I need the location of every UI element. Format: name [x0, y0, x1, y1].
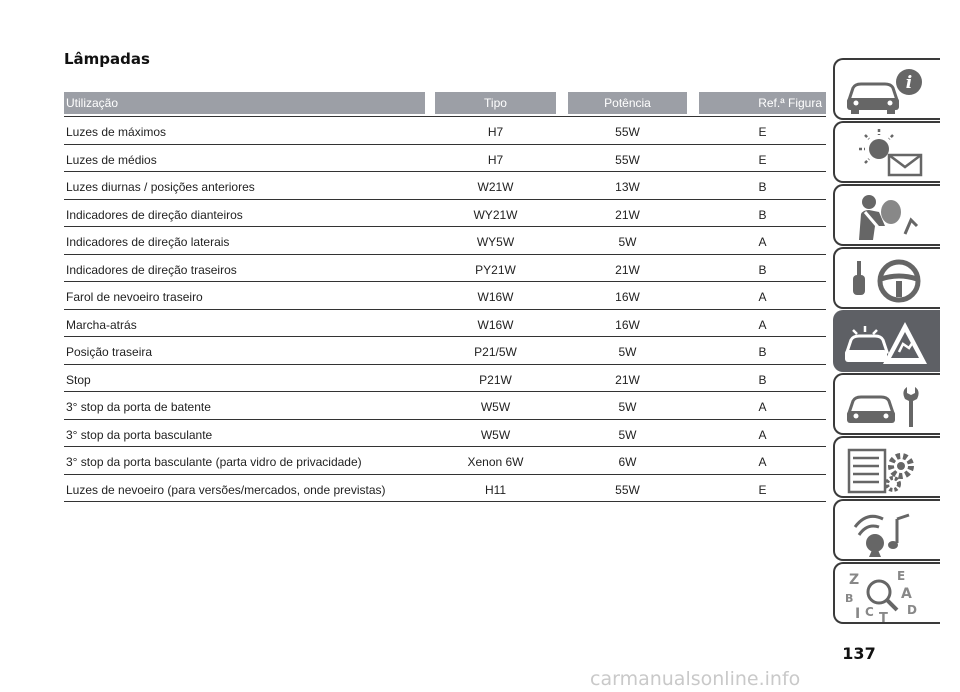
index-letter: E: [897, 569, 906, 583]
cell-type: W16W: [477, 290, 514, 304]
cell-figure-ref: B: [758, 345, 767, 359]
table-row: [64, 420, 826, 448]
page-number: 137: [842, 644, 876, 663]
cell-power: 55W: [615, 152, 640, 167]
tab-maintenance[interactable]: [833, 373, 940, 435]
header-type: Tipo: [435, 92, 556, 114]
index-letter: C: [865, 605, 874, 619]
cell-type: W5W: [480, 400, 511, 414]
svg-text:i: i: [905, 73, 913, 93]
cell-type: P21W: [479, 372, 512, 387]
index-letter: A: [901, 586, 912, 602]
cell-figure-ref: A: [758, 400, 767, 414]
cell-power: 5W: [618, 400, 637, 414]
cell-usage: Luzes de médios: [66, 152, 157, 167]
cell-power: 55W: [615, 125, 640, 139]
table-row: [64, 282, 826, 310]
cell-type: WY5W: [476, 235, 515, 249]
cell-usage: 3° stop da porta de batente: [66, 400, 211, 414]
cell-figure-ref: A: [758, 317, 767, 332]
alphabetical-index-icon: [845, 568, 931, 622]
watermark: carmanualsonline.info: [590, 668, 801, 690]
cell-power: 55W: [615, 482, 640, 497]
car-breakdown-warning-icon: [845, 316, 931, 370]
table-row: [64, 447, 826, 475]
table-row: [64, 227, 826, 255]
table-row: [64, 392, 826, 420]
technical-data-gear-icon: [845, 442, 931, 496]
cell-usage: Luzes de máximos: [66, 125, 167, 139]
table-row: [64, 200, 826, 228]
cell-type: H11: [484, 482, 507, 497]
table-row: [64, 310, 826, 338]
cell-type: WY21W: [473, 207, 518, 222]
cell-figure-ref: A: [758, 427, 767, 442]
cell-usage: Indicadores de direção traseiros: [66, 262, 237, 277]
table-row: [64, 117, 826, 145]
cell-power: 16W: [615, 290, 640, 304]
cell-figure-ref: A: [758, 455, 767, 469]
index-letter: T: [879, 611, 888, 622]
cell-type: PY21W: [475, 262, 516, 277]
key-steering-wheel-icon: [845, 253, 931, 307]
table-body: [64, 117, 826, 502]
table-row: [64, 145, 826, 173]
index-letter: B: [845, 592, 854, 605]
cell-power: 16W: [615, 317, 640, 332]
cell-type: H7: [487, 125, 504, 139]
table-row: [64, 255, 826, 283]
cell-figure-ref: B: [758, 372, 767, 387]
multimedia-music-icon: [845, 505, 931, 559]
cell-usage: Posição traseira: [66, 345, 153, 359]
index-letter: I: [855, 606, 861, 622]
cell-figure-ref: E: [758, 482, 767, 497]
cell-figure-ref: E: [758, 152, 767, 167]
table-row: [64, 475, 826, 503]
cell-usage: Indicadores de direção laterais: [66, 235, 230, 249]
cell-power: 21W: [615, 372, 640, 387]
cell-power: 21W: [615, 207, 640, 222]
tab-technical-data[interactable]: [833, 436, 940, 498]
cell-type: W21W: [477, 180, 514, 194]
tab-safety[interactable]: [833, 184, 940, 246]
index-letter: D: [907, 603, 917, 617]
cell-type: Xenon 6W: [467, 455, 524, 469]
cell-usage: Marcha-atrás: [66, 317, 137, 332]
cell-usage: 3° stop da porta basculante: [66, 427, 213, 442]
tab-emergency[interactable]: [833, 310, 940, 372]
tab-starting-driving[interactable]: [833, 247, 940, 309]
bulb-table: [64, 92, 826, 502]
seat-airbag-safety-icon: [845, 190, 931, 244]
cell-type: W16W: [477, 317, 514, 332]
warning-lights-message-icon: [845, 127, 931, 181]
table-header: [64, 92, 826, 114]
page-title: Lâmpadas: [64, 50, 150, 68]
cell-usage: 3° stop da porta basculante (parta vidro de privacidade): [66, 455, 362, 469]
index-letter: Z: [849, 572, 860, 588]
tab-car-info[interactable]: [833, 58, 940, 120]
tab-warning-lights[interactable]: [833, 121, 940, 183]
cell-usage: Stop: [66, 372, 91, 387]
car-info-icon: [845, 64, 931, 118]
tab-multimedia[interactable]: [833, 499, 940, 561]
cell-figure-ref: E: [758, 125, 767, 139]
cell-power: 5W: [618, 345, 637, 359]
car-maintenance-wrench-icon: [845, 379, 931, 433]
table-row: [64, 172, 826, 200]
cell-type: W5W: [480, 427, 511, 442]
cell-usage: Indicadores de direção dianteiros: [66, 207, 243, 222]
tab-index[interactable]: [833, 562, 940, 624]
header-usage: Utilização: [64, 92, 425, 114]
cell-figure-ref: B: [758, 207, 767, 222]
header-power: Potência: [568, 92, 687, 114]
cell-usage: Farol de nevoeiro traseiro: [66, 290, 203, 304]
cell-usage: Luzes de nevoeiro (para versões/mercados, onde previstas): [66, 482, 386, 497]
cell-type: H7: [487, 152, 504, 167]
cell-figure-ref: A: [758, 235, 767, 249]
cell-power: 6W: [618, 455, 637, 469]
cell-figure-ref: B: [758, 262, 767, 277]
header-figure-ref: Ref.ª Figura: [699, 92, 826, 114]
cell-power: 21W: [615, 262, 640, 277]
cell-figure-ref: B: [758, 180, 767, 194]
cell-usage: Luzes diurnas / posições anteriores: [66, 180, 255, 194]
cell-power: 5W: [618, 427, 637, 442]
cell-figure-ref: A: [758, 290, 767, 304]
table-row: [64, 337, 826, 365]
table-row: [64, 365, 826, 393]
cell-power: 13W: [615, 180, 640, 194]
cell-power: 5W: [618, 235, 637, 249]
cell-type: P21/5W: [474, 345, 517, 359]
